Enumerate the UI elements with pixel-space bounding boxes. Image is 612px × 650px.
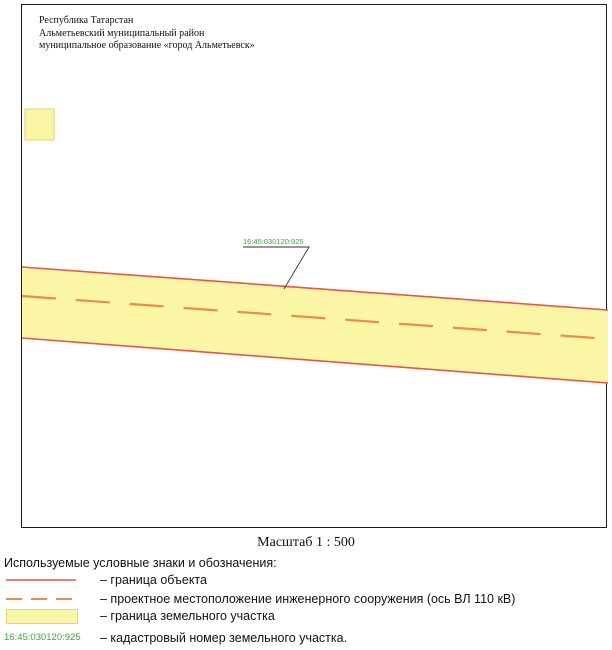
cadastral-number-sample: 16:45:030120:925 [4,632,81,643]
legend-text-cadastral-number: – кадастровый номер земельного участка. [100,631,348,645]
legend-text-land-parcel: – граница земельного участка [100,609,275,623]
parcel-cadastral-label[interactable]: 16:45:030120:925 [243,237,304,246]
legend-item-power-line-axis [4,590,604,608]
legend-item-land-parcel [4,607,604,625]
land-parcel-corridor[interactable] [22,267,608,383]
legend-item-cadastral-number [4,629,604,647]
red-solid-line-icon [4,571,78,589]
parcel-label-leader [243,247,309,289]
header-municipality: муниципальное образование «город Альметьевск» [39,40,255,51]
neighbor-parcel[interactable] [25,109,54,140]
header-republic: Республика Татарстан [39,15,134,26]
legend-title: Используемые условные знаки и обозначения: [4,556,277,570]
legend-text-object-boundary: – граница объекта [100,573,207,587]
legend-item-object-boundary [4,571,604,589]
scale-caption: Масштаб 1 : 500 [257,535,355,550]
yellow-parcel-swatch-icon [6,609,78,624]
legend-text-power-line-axis: – проектное местоположение инженерного сооружения (ось ВЛ 110 кВ) [100,592,516,606]
map-canvas [22,5,608,529]
map-frame [21,4,607,528]
header-district: Альметьевский муниципальный район [39,27,205,39]
orange-dashed-line-icon [4,590,78,608]
map-header [39,15,255,53]
